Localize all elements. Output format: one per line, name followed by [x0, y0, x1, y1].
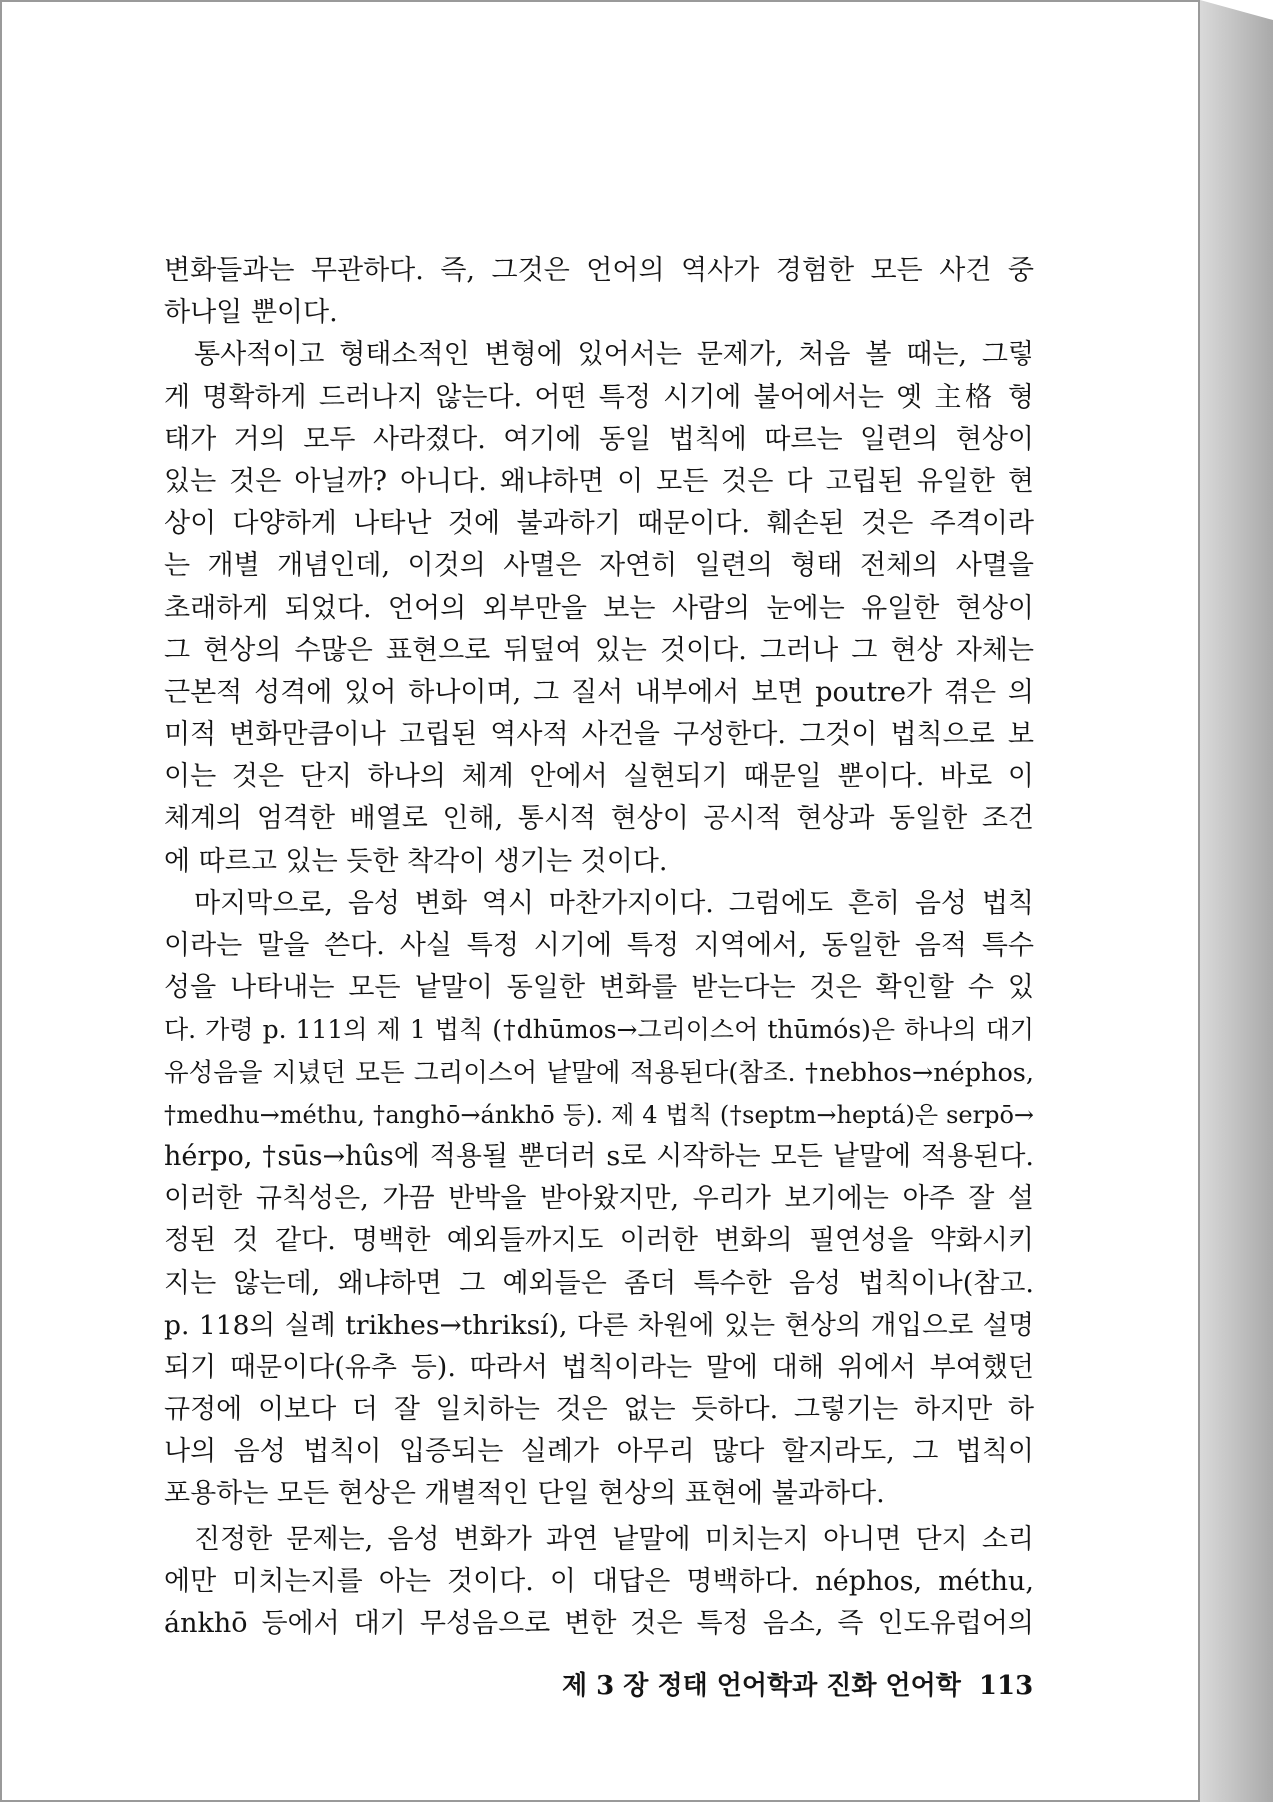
text-line: 포용하는 모든 현상은 개별적인 단일 현상의 표현에 불과하다.: [164, 1478, 885, 1510]
text-line: p. 118의 실례 trikhes→thriksí), 다른 차원에 있는 현상의 개입으로 설명: [164, 1309, 1034, 1341]
text-line: 진정한 문제는, 음성 변화가 과연 낱말에 미치는지 아니면 단지 소리: [194, 1523, 1034, 1555]
text-line: 변화들과는 무관하다. 즉, 그것은 언어의 역사가 경험한 모든 사건 중: [164, 255, 1034, 286]
text-line: 이는 것은 단지 하나의 체계 안에서 실현되기 때문일 뿐이다. 바로 이: [164, 761, 1034, 793]
text-line: 근본적 성격에 있어 하나이며, 그 질서 내부에서 보면 poutre가 겪은 의: [164, 676, 1034, 708]
text-line: 하나일 뿐이다.: [164, 297, 338, 329]
text-line: 에 따르고 있는 듯한 착각이 생기는 것이다.: [164, 845, 668, 877]
text-line: 이러한 규칙성은, 가끔 반박을 받아왔지만, 우리가 보기에는 아주 잘 설: [164, 1183, 1034, 1215]
text-line: ánkhō 등에서 대기 무성음으로 변한 것은 특정 음소, 즉 인도유럽어의: [164, 1608, 1034, 1639]
text-line: 통사적이고 형태소적인 변형에 있어서는 문제가, 처음 볼 때는, 그렇: [194, 339, 1034, 371]
text-line: 지는 않는데, 왜냐하면 그 예외들은 좀더 특수한 음성 법칙이나(참고.: [164, 1267, 1034, 1299]
text-line: 상이 다양하게 나타난 것에 불과하기 때문이다. 훼손된 것은 주격이라: [164, 508, 1034, 540]
text-line: 규정에 이보다 더 잘 일치하는 것은 없는 듯하다. 그렇기는 하지만 하: [164, 1394, 1034, 1426]
text-line: 정된 것 같다. 명백한 예외들까지도 이러한 변화의 필연성을 약화시키: [164, 1225, 1034, 1257]
running-head: 제 3 장 정태 언어학과 진화 언어학: [562, 1671, 961, 1701]
text-line: 미적 변화만큼이나 고립된 역사적 사건을 구성한다. 그것이 법칙으로 보: [164, 719, 1034, 751]
text-line: 는 개별 개념인데, 이것의 사멸은 자연히 일련의 형태 전체의 사멸을: [164, 550, 1034, 582]
text-line: 체계의 엄격한 배열로 인해, 통시적 현상이 공시적 현상과 동일한 조건: [164, 803, 1034, 835]
page-body: [164, 250, 1034, 1645]
text-line: †medhu→méthu, †anghō→ánkhō 등). 제 4 법칙 (†septm→heptá)은 serpō→: [164, 1100, 1034, 1129]
text-line: 태가 거의 모두 사라졌다. 여기에 동일 법칙에 따르는 일련의 현상이: [164, 423, 1034, 455]
text-line: 있는 것은 아닐까? 아니다. 왜냐하면 이 모든 것은 다 고립된 유일한 현: [164, 465, 1034, 497]
text-line: 유성음을 지녔던 모든 그리이스어 낱말에 적용된다(참조. †nebhos→néphos,: [164, 1057, 1034, 1088]
text-line: 마지막으로, 음성 변화 역시 마찬가지이다. 그럼에도 흔히 음성 법칙: [194, 887, 1034, 919]
page-stack-edge: [1200, 0, 1273, 1802]
text-line: 되기 때문이다(유추 등). 따라서 법칙이라는 말에 대해 위에서 부여했던: [164, 1351, 1034, 1383]
page-footer: [562, 1668, 1034, 1704]
text-line: 다. 가령 p. 111의 제 1 법칙 (†dhūmos→그리이스어 thūmós)은 하나의 대기: [164, 1015, 1034, 1045]
text-line: 에만 미치는지를 아는 것이다. 이 대답은 명백하다. néphos, méthu,: [164, 1565, 1034, 1597]
text-line: 이라는 말을 쓴다. 사실 특정 시기에 특정 지역에서, 동일한 음적 특수: [164, 930, 1034, 961]
text-line: 성을 나타내는 모든 낱말이 동일한 변화를 받는다는 것은 확인할 수 있: [164, 972, 1034, 1004]
text-line: 게 명확하게 드러나지 않는다. 어떤 특정 시기에 불어에서는 옛 主格 형: [164, 381, 1034, 413]
text-line: hérpo, †sūs→hûs에 적용될 뿐더러 s로 시작하는 모든 낱말에 적용된다.: [164, 1140, 1034, 1172]
text-line: 나의 음성 법칙이 입증되는 실례가 아무리 많다 할지라도, 그 법칙이: [164, 1436, 1034, 1468]
text-line: 그 현상의 수많은 표현으로 뒤덮여 있는 것이다. 그러나 그 현상 자체는: [164, 634, 1034, 666]
page-number: 113: [978, 1671, 1034, 1701]
text-line: 초래하게 되었다. 언어의 외부만을 보는 사람의 눈에는 유일한 현상이: [164, 592, 1034, 624]
